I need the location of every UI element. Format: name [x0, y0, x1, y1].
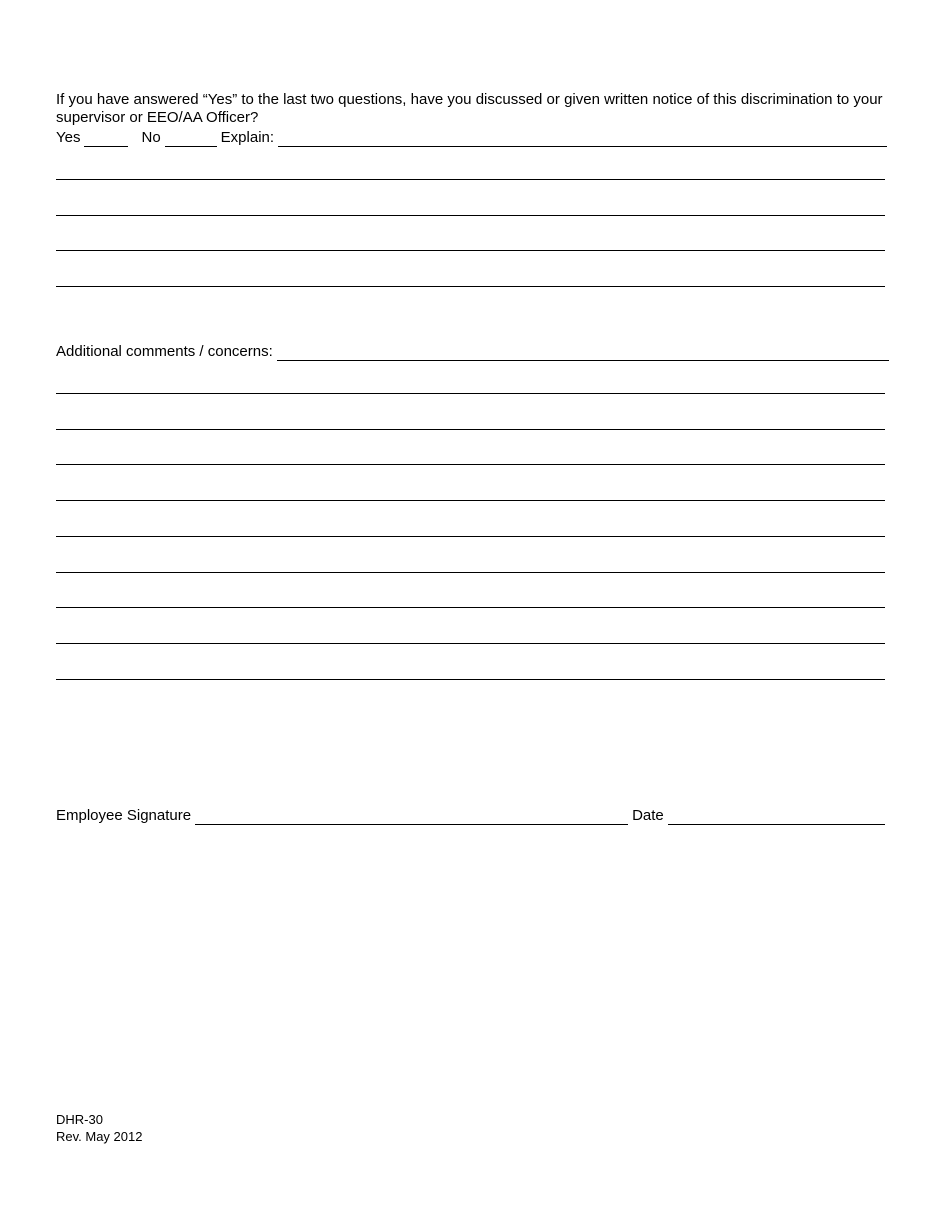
comments-line[interactable]	[56, 607, 885, 608]
explain-line[interactable]	[56, 215, 885, 216]
date-label: Date	[632, 807, 664, 824]
yes-label: Yes	[56, 129, 81, 146]
comments-line[interactable]	[56, 464, 885, 465]
explain-blank[interactable]	[278, 132, 887, 147]
answer-row	[56, 127, 887, 147]
comments-line[interactable]	[56, 393, 885, 394]
comments-line[interactable]	[56, 679, 885, 680]
explain-line[interactable]	[56, 250, 885, 251]
comments-line[interactable]	[56, 643, 885, 644]
no-blank[interactable]	[165, 132, 217, 147]
explain-line[interactable]	[56, 179, 885, 180]
discrimination-notice-question: If you have answered “Yes” to the last two questions, have you discussed or given written notice of this discrimination to your supervisor or EEO/AA Officer?	[56, 91, 883, 126]
form-id: DHR-30	[56, 1112, 103, 1127]
employee-signature-label: Employee Signature	[56, 807, 192, 824]
yes-blank[interactable]	[84, 132, 128, 147]
date-blank[interactable]	[668, 810, 885, 825]
comments-label: Additional comments / concerns:	[56, 343, 273, 360]
comments-line[interactable]	[56, 572, 885, 573]
comments-line[interactable]	[56, 536, 885, 537]
form-revision: Rev. May 2012	[56, 1129, 143, 1144]
comments-blank[interactable]	[277, 346, 889, 361]
no-label: No	[141, 129, 161, 146]
explain-line[interactable]	[56, 286, 885, 287]
explain-label: Explain:	[220, 129, 275, 146]
comments-row	[56, 341, 889, 361]
signature-row	[56, 805, 885, 825]
employee-signature-blank[interactable]	[195, 810, 628, 825]
comments-line[interactable]	[56, 500, 885, 501]
comments-line[interactable]	[56, 429, 885, 430]
form-footer	[56, 1111, 142, 1145]
